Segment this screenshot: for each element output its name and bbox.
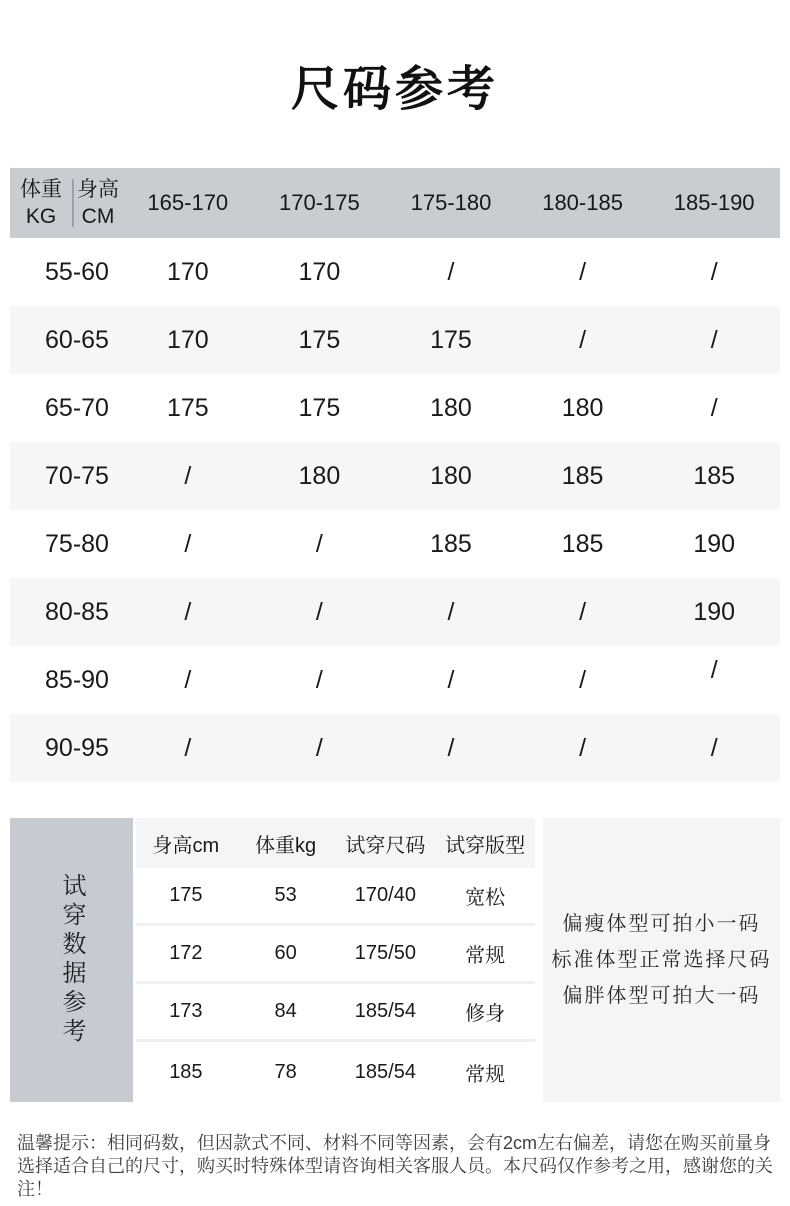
height-range-header: 165-170 [147, 190, 229, 215]
height-range-header: 180-185 [542, 190, 623, 215]
size-value-cell: 170 [166, 257, 209, 286]
size-row [10, 442, 780, 510]
fit-header-size: 试穿尺码 [345, 834, 426, 857]
weight-axis-label [10, 168, 72, 238]
fit-table-header [136, 818, 535, 868]
body-type-advice-panel [543, 818, 780, 1102]
fit-cell: 172 [169, 942, 203, 964]
fit-cell: 常规 [465, 1063, 506, 1086]
fit-data-section [10, 818, 780, 1102]
size-value-cell: / [710, 257, 718, 286]
fit-cell: 宽松 [465, 887, 506, 909]
size-table-body [10, 238, 780, 782]
size-value-cell: / [579, 257, 587, 286]
fit-row [136, 923, 535, 981]
fit-cell: 84 [274, 1000, 297, 1022]
fit-cell: 185/54 [354, 1000, 416, 1022]
fit-table-body [136, 868, 535, 1102]
size-row [10, 714, 780, 782]
size-value-cell: / [184, 529, 192, 558]
size-value-cell: 175 [166, 393, 209, 422]
size-row [10, 646, 780, 714]
page-title: 尺码参考 [290, 63, 499, 116]
fit-row [136, 981, 535, 1039]
height-axis-label [74, 168, 122, 238]
fit-header-fit: 试穿版型 [445, 834, 526, 857]
size-value-cell: / [184, 733, 192, 762]
footer-note: 温馨提示：相同码数，但因款式不同、材料不同等因素，会有2cm左右偏差，请您在购买前量身选择适合自己的尺寸，购买时特殊体型请咨询相关客服人员。本尺码仅作参考之用，感谢您的关注！ [17, 1133, 773, 1199]
height-range-header: 170-175 [279, 190, 360, 215]
size-value-cell: / [315, 597, 323, 626]
fit-cell: 185/54 [354, 1060, 416, 1083]
size-table [10, 168, 780, 782]
size-value-cell: 190 [693, 597, 736, 626]
weight-range-cell: 55-60 [45, 257, 109, 286]
size-row [10, 510, 780, 578]
size-value-cell: 170 [298, 257, 341, 286]
fit-row [136, 1039, 535, 1102]
size-value-cell: / [184, 665, 192, 694]
size-value-cell: / [579, 597, 587, 626]
weight-range-cell: 85-90 [45, 665, 109, 694]
size-value-cell: 185 [561, 461, 604, 490]
height-range-header: 175-180 [410, 190, 492, 215]
size-value-cell: / [710, 325, 718, 354]
height-unit: CM [81, 205, 115, 228]
size-value-cell: / [579, 325, 587, 354]
weight-range-cell: 90-95 [45, 733, 109, 762]
fit-cell: 185 [169, 1060, 203, 1083]
height-range-header: 185-190 [673, 190, 755, 215]
size-value-cell: / [447, 597, 455, 626]
size-value-cell: / [447, 257, 455, 286]
size-value-cell: / [447, 665, 455, 694]
size-value-cell: / [447, 733, 455, 762]
fit-cell: 53 [274, 884, 297, 906]
fit-cell: 修身 [465, 1003, 506, 1025]
fit-cell: 173 [169, 1000, 203, 1022]
size-value-cell: 185 [430, 529, 472, 558]
weight-unit: KG [25, 205, 57, 228]
size-value-cell: / [184, 461, 192, 490]
size-table-header [10, 168, 780, 238]
size-value-cell: / [710, 733, 718, 762]
fit-cell: 175/50 [354, 942, 416, 964]
size-value-cell: 185 [561, 529, 604, 558]
fit-cell: 78 [274, 1060, 297, 1083]
size-value-cell: 180 [430, 393, 472, 422]
size-value-cell: / [184, 597, 192, 626]
size-value-cell: 175 [298, 393, 341, 422]
weight-range-cell: 75-80 [45, 529, 109, 558]
size-value-cell: / [579, 733, 587, 762]
weight-label: 体重 [20, 178, 62, 201]
size-table-corner [10, 168, 122, 238]
fit-row [136, 868, 535, 923]
size-value-cell: 190 [693, 529, 736, 558]
size-value-cell: / [710, 655, 718, 684]
size-value-cell: 175 [298, 325, 341, 354]
fit-cell: 170/40 [354, 884, 416, 906]
weight-range-cell: 70-75 [45, 461, 109, 490]
fit-cell: 60 [274, 942, 297, 964]
weight-range-cell: 65-70 [45, 393, 109, 422]
size-value-cell: 170 [166, 325, 209, 354]
fit-cell: 175 [169, 884, 203, 906]
size-value-cell: / [315, 733, 323, 762]
size-value-cell: 180 [430, 461, 472, 490]
weight-range-cell: 80-85 [45, 597, 109, 626]
size-value-cell: 180 [298, 461, 341, 490]
size-value-cell: 175 [430, 325, 472, 354]
size-row [10, 374, 780, 442]
size-row [10, 238, 780, 306]
size-value-cell: / [315, 529, 323, 558]
advice-line: 偏胖体型可拍大一码 [562, 985, 761, 1007]
size-value-cell: / [315, 665, 323, 694]
size-row [10, 306, 780, 374]
fit-header-height: 身高cm [152, 834, 220, 857]
size-value-cell: / [710, 393, 718, 422]
fit-table [136, 818, 535, 1102]
advice-line: 标准体型正常选择尺码 [551, 949, 772, 971]
size-value-cell: / [579, 665, 587, 694]
fit-header-weight: 体重kg [255, 834, 317, 857]
fit-cell: 常规 [465, 945, 506, 967]
weight-range-cell: 60-65 [45, 325, 109, 354]
height-label: 身高 [77, 178, 119, 201]
advice-line: 偏瘦体型可拍小一码 [562, 913, 761, 935]
size-value-cell: 180 [561, 393, 604, 422]
fit-section-side-label: 试穿数据参考 [10, 818, 133, 1102]
size-value-cell: 185 [693, 461, 736, 490]
